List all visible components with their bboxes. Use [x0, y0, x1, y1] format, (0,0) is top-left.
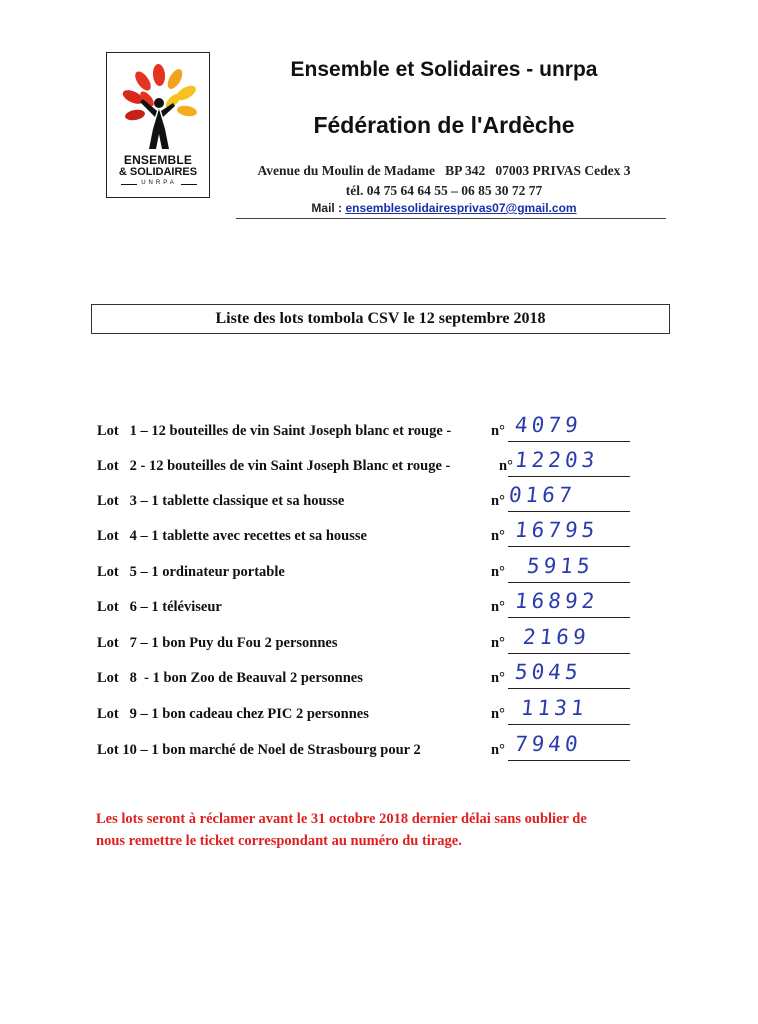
lot-number-prefix: n° — [491, 635, 505, 651]
lot-number-prefix: n° — [491, 742, 505, 758]
tree-person-logo-icon — [113, 59, 205, 151]
lot-row-1 — [97, 413, 657, 443]
claim-notice-line-1: Les lots seront à réclamer avant le 31 octobre 2018 dernier délai sans oublier de — [96, 811, 587, 827]
lot-underline — [508, 476, 630, 477]
phone-line: tél. 04 75 64 64 55 – 06 85 30 72 77 — [345, 183, 543, 198]
lot-number-prefix: n° — [491, 599, 505, 615]
lot-underline — [508, 760, 630, 761]
lot-label: Lot 5 – 1 ordinateur portable — [97, 564, 285, 580]
lot-number-prefix: n° — [491, 423, 505, 439]
lot-label: Lot 1 – 12 bouteilles de vin Saint Joseph blanc et rouge - — [97, 423, 452, 439]
claim-notice — [96, 808, 656, 852]
lot-number-prefix: n° — [491, 670, 505, 686]
lot-number-prefix: n° — [499, 458, 513, 474]
logo-text-ensemble: ENSEMBLE — [123, 153, 193, 167]
lot-ticket-number: 5045 — [513, 660, 583, 684]
lot-label: Lot 7 – 1 bon Puy du Fou 2 personnes — [97, 635, 338, 651]
lot-number-prefix: n° — [491, 706, 505, 722]
lot-underline — [508, 441, 630, 442]
lot-row-6 — [97, 589, 657, 619]
lot-label: Lot 6 – 1 téléviseur — [97, 599, 222, 615]
lot-underline — [508, 617, 630, 618]
lot-row-10 — [97, 732, 657, 762]
address-line: Avenue du Moulin de Madame BP 342 07003 PRIVAS Cedex 3 — [257, 163, 631, 178]
lot-label: Lot 10 – 1 bon marché de Noel de Strasbourg pour 2 — [97, 742, 421, 758]
lot-ticket-number: 16795 — [513, 518, 600, 542]
lot-label: Lot 8 - 1 bon Zoo de Beauval 2 personnes — [97, 670, 363, 686]
lot-underline — [508, 688, 630, 689]
organization-title: Ensemble et Solidaires - unrpa — [290, 58, 598, 81]
claim-notice-line-2: nous remettre le ticket correspondant au numéro du tirage. — [96, 833, 462, 849]
lot-underline — [508, 511, 630, 512]
logo-text-solidaires: & SOLIDAIRES — [118, 166, 198, 178]
lot-underline — [508, 546, 630, 547]
lot-ticket-number: 2169 — [521, 625, 591, 649]
lot-underline — [508, 653, 630, 654]
lot-row-5 — [97, 554, 657, 584]
lot-label: Lot 4 – 1 tablette avec recettes et sa housse — [97, 528, 367, 544]
lot-ticket-number: 12203 — [513, 448, 600, 472]
lot-underline — [508, 724, 630, 725]
list-title: Liste des lots tombola CSV le 12 septembre 2018 — [91, 304, 670, 334]
lot-ticket-number: 1131 — [519, 696, 589, 720]
lot-ticket-number: 16892 — [513, 589, 600, 613]
logo — [106, 52, 210, 198]
lot-number-prefix: n° — [491, 564, 505, 580]
lot-number-prefix: n° — [491, 528, 505, 544]
lot-ticket-number: 7940 — [513, 732, 583, 756]
mail-link[interactable]: ensemblesolidairesprivas07@gmail.com — [345, 201, 577, 215]
lot-number-prefix: n° — [491, 493, 505, 509]
logo-text-unrpa: UNRPA — [125, 180, 193, 186]
lot-row-2 — [97, 448, 657, 478]
lot-ticket-number: 5915 — [525, 554, 595, 578]
lot-underline — [508, 582, 630, 583]
lot-label: Lot 9 – 1 bon cadeau chez PIC 2 personnes — [97, 706, 369, 722]
lot-label: Lot 2 - 12 bouteilles de vin Saint Joseph Blanc et rouge - — [97, 458, 451, 474]
lot-row-9 — [97, 696, 657, 726]
header-divider — [236, 218, 666, 219]
lot-label: Lot 3 – 1 tablette classique et sa housse — [97, 493, 345, 509]
mail-label: Mail : — [311, 201, 343, 215]
federation-title: Fédération de l'Ardèche — [313, 112, 575, 138]
lot-row-4 — [97, 518, 657, 548]
lot-row-8 — [97, 660, 657, 690]
lot-ticket-number: 4079 — [513, 413, 583, 437]
lot-row-3 — [97, 483, 657, 513]
lot-ticket-number: 0167 — [507, 483, 577, 507]
mail-line — [234, 201, 654, 215]
lot-row-7 — [97, 625, 657, 655]
